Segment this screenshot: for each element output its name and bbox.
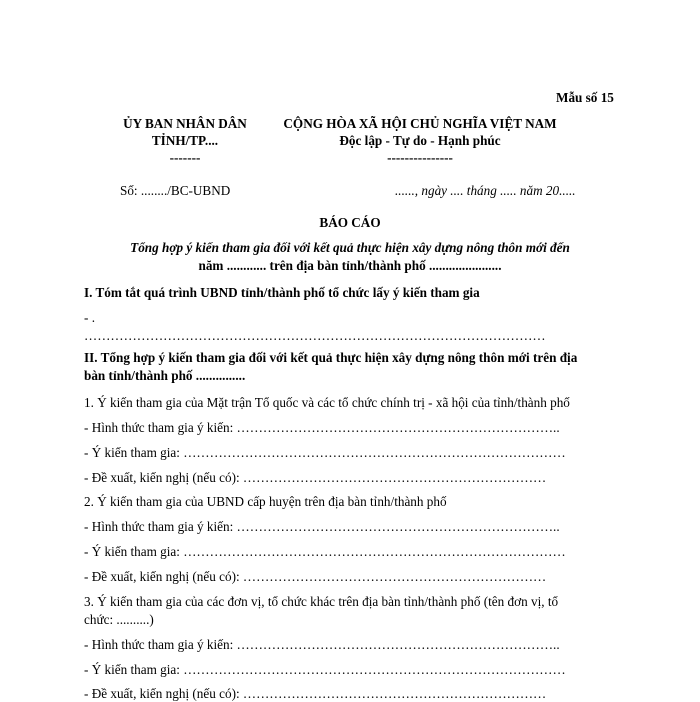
date-line: ......, ngày .... tháng ..... năm 20..... bbox=[395, 183, 576, 198]
subsection-1-opinion: - Ý kiến tham gia: …………………………………………………………………………… bbox=[84, 445, 566, 460]
document-subtitle-line2: năm ............ trên địa bàn tỉnh/thành phố ...................... bbox=[198, 258, 502, 273]
subsection-1-proposal: - Đề xuất, kiến nghị (nếu có): …………………………………………………………… bbox=[84, 470, 547, 485]
document-number: Số: ......../BC-UBND bbox=[120, 183, 231, 198]
subsection-1-heading: 1. Ý kiến tham gia của Mặt trận Tổ quốc và các tổ chức chính trị - xã hội của tỉnh/thành phố bbox=[84, 395, 570, 410]
subsection-3-proposal: - Đề xuất, kiến nghị (nếu có): …………………………………………………………… bbox=[84, 686, 547, 701]
national-rule: --------------- bbox=[387, 150, 453, 165]
section-1-heading: I. Tóm tắt quá trình UBND tỉnh/thành phố tổ chức lấy ý kiến tham gia bbox=[84, 285, 480, 300]
subsection-3-heading-line2: chức: ..........) bbox=[84, 612, 154, 627]
national-title: CỘNG HÒA XÃ HỘI CHỦ NGHĨA VIỆT NAM bbox=[283, 116, 557, 131]
document-title: BÁO CÁO bbox=[319, 215, 381, 230]
form-number: Mẫu số 15 bbox=[556, 90, 614, 105]
document-subtitle-line1: Tổng hợp ý kiến tham gia đối với kết quả thực hiện xây dựng nông thôn mới đến bbox=[130, 240, 570, 255]
issuer-province: TỈNH/TP.... bbox=[151, 133, 219, 148]
subsection-2-proposal: - Đề xuất, kiến nghị (nếu có): …………………………………………………………… bbox=[84, 569, 547, 584]
subsection-3-heading-line1: 3. Ý kiến tham gia của các đơn vị, tổ chức khác trên địa bàn tỉnh/thành phố (tên đơn vị, tổ bbox=[84, 594, 559, 609]
national-motto: Độc lập - Tự do - Hạnh phúc bbox=[339, 133, 501, 148]
issuer-name: ỦY BAN NHÂN DÂN bbox=[123, 116, 247, 131]
subsection-3-opinion: - Ý kiến tham gia: …………………………………………………………………………… bbox=[84, 662, 566, 677]
subsection-3-form: - Hình thức tham gia ý kiến: ……………………………………………………………….. bbox=[84, 637, 560, 652]
subsection-2-heading: 2. Ý kiến tham gia của UBND cấp huyện trên địa bàn tỉnh/thành phố bbox=[84, 494, 447, 509]
issuer-rule: ------- bbox=[169, 150, 201, 165]
subsection-2-form: - Hình thức tham gia ý kiến: ……………………………………………………………….. bbox=[84, 519, 560, 534]
section-2-heading-line1: II. Tổng hợp ý kiến tham gia đối với kết quả thực hiện xây dựng nông thôn mới trên địa bbox=[84, 350, 578, 365]
subsection-1-form: - Hình thức tham gia ý kiến: ……………………………………………………………….. bbox=[84, 420, 560, 435]
subsection-2-opinion: - Ý kiến tham gia: …………………………………………………………………………… bbox=[84, 544, 566, 559]
section-2-heading-line2: bàn tỉnh/thành phố ............... bbox=[84, 368, 246, 383]
section-1-dotted-line: …………………………………………………………………………………………… bbox=[84, 328, 546, 343]
section-1-line1: - . bbox=[84, 310, 95, 325]
